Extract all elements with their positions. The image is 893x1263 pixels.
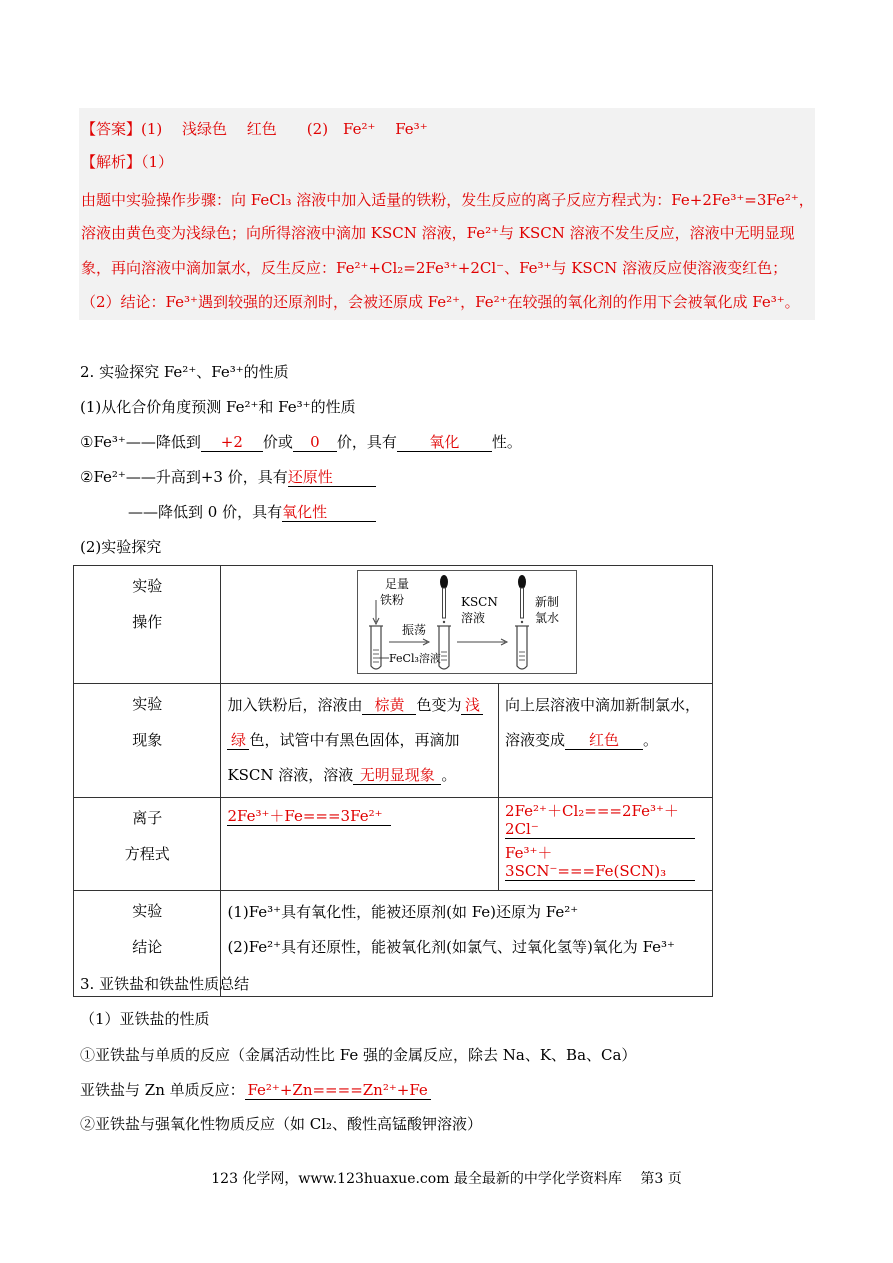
fe2-prefix: ②Fe²⁺——升高到+3 价，具有 — [80, 468, 288, 486]
experiment-table — [73, 565, 713, 997]
zn-blank: Fe²⁺+Zn====Zn²⁺+Fe — [245, 1081, 431, 1100]
analysis-line — [81, 151, 173, 172]
section2-sub1: (1)从化合价角度预测 Fe²⁺和 Fe³⁺的性质 — [80, 398, 356, 416]
blank-light-green-a: 浅 — [461, 696, 483, 715]
label-cl-a: 新制 — [534, 595, 559, 609]
section3-item1: ①亚铁盐与单质的反应（金属活动性比 Fe 强的金属反应，除去 Na、K、Ba、Ca） — [80, 1046, 637, 1064]
label-iron-b: 铁粉 — [379, 593, 404, 607]
fe2-blank-1: 还原性 — [288, 468, 376, 487]
blank-red: 红色 — [565, 731, 643, 750]
fe2-line2-prefix: ——降低到 0 价，具有 — [128, 503, 283, 521]
fe2-blank-2: 氧化性 — [282, 503, 376, 522]
label-kscn-a: KSCN — [460, 595, 498, 609]
section3-title: 3. 亚铁盐和铁盐性质总结 — [80, 975, 250, 993]
row-label-operation: 实验 操作 — [74, 566, 221, 684]
fe3-mid: 价或 — [262, 433, 293, 451]
fe2-line-2 — [128, 502, 376, 522]
analysis-text-4: （2）结论：Fe³⁺遇到较强的还原剂时，会被还原成 Fe²⁺，Fe²⁺在较强的氧化剂的作用下会被氧化成 Fe³⁺。 — [81, 293, 800, 311]
fe3-blank-3: 氧化 — [397, 433, 492, 452]
analysis-text-2: 溶液由黄色变为浅绿色；向所得溶液中滴加 KSCN 溶液，Fe²⁺与 KSCN 溶液不发生反应，溶液中无明显现 — [81, 224, 795, 242]
fe3-line — [80, 432, 522, 452]
row-phenomenon — [74, 684, 713, 798]
row-label-phenomenon: 实验 现象 — [74, 684, 221, 798]
phenomenon-right: 向上层溶液中滴加新制氯水， 溶液变成 红色 。 — [499, 684, 713, 798]
blank-brown-yellow: 棕黄 — [362, 696, 416, 715]
section2-sub2: (2)实验探究 — [80, 538, 162, 556]
section2-title: 2. 实验探究 Fe²⁺、Fe³⁺的性质 — [80, 363, 289, 381]
eq-fe3-fe: 2Fe³⁺＋Fe===3Fe²⁺ — [227, 807, 391, 826]
row-label-equation: 离子 方程式 — [74, 798, 221, 891]
section3-sub1: （1）亚铁盐的性质 — [80, 1010, 210, 1028]
label-kscn-b: 溶液 — [460, 611, 485, 625]
answer-box — [79, 108, 815, 320]
equation-left — [221, 798, 499, 891]
answer-text: (1) 浅绿色 红色 (2) Fe²⁺ Fe³⁺ — [141, 120, 428, 138]
apparatus-diagram — [357, 570, 577, 674]
label-cl-b: 氯水 — [534, 611, 559, 625]
label-fecl3: FeCl₃溶液 — [388, 652, 441, 665]
fe3-mid2: 价，具有 — [336, 433, 397, 451]
fe3-blank-2: 0 — [293, 433, 337, 452]
apparatus-cell — [221, 566, 713, 684]
row-equation — [74, 798, 713, 891]
label-shake: 振荡 — [401, 623, 426, 637]
fe2-line-1 — [80, 467, 376, 487]
analysis-label: 【解析】 — [81, 153, 142, 171]
fe3-prefix: ①Fe³⁺——降低到 — [80, 433, 201, 451]
conclusion-1: (1)Fe³⁺具有氧化性，能被还原剂(如 Fe)还原为 Fe²⁺ — [227, 903, 579, 921]
equation-right — [499, 798, 713, 891]
conclusion-2: (2)Fe²⁺具有还原性，能被氧化剂(如氯气、过氧化氢等)氧化为 Fe³⁺ — [227, 938, 675, 956]
fe3-suffix: 性。 — [491, 433, 522, 451]
section3-item2: ②亚铁盐与强氧化性物质反应（如 Cl₂、酸性高锰酸钾溶液） — [80, 1115, 483, 1133]
row-label-conclusion: 实验 结论 — [74, 891, 221, 997]
fe3-blank-1: +2 — [201, 433, 263, 452]
zn-prefix: 亚铁盐与 Zn 单质反应： — [80, 1081, 245, 1099]
blank-no-change: 无明显现象 — [353, 766, 441, 785]
blank-light-green-b: 绿 — [227, 731, 249, 750]
page-footer: 123 化学网，www.123huaxue.com 最全最新的中学化学资料库 第3 页 — [211, 1171, 682, 1187]
eq-fe3-scn: Fe³⁺＋3SCN⁻===Fe(SCN)₃ — [505, 844, 695, 881]
conclusion-cell — [221, 891, 713, 997]
answer-label: 【答案】 — [81, 120, 142, 138]
phenomenon-left: 加入铁粉后，溶液由 棕黄 色变为 浅 绿 色，试管中有黑色固体，再滴加 KSCN 溶液，溶液 无明显现象 。 — [221, 684, 499, 798]
eq-fe2-cl2: 2Fe²⁺＋Cl₂===2Fe³⁺＋2Cl⁻ — [505, 802, 695, 839]
label-iron-a: 足量 — [384, 577, 409, 591]
row-operation — [74, 566, 713, 684]
answer-line — [81, 118, 428, 139]
analysis-text-3: 象，再向溶液中滴加氯水，反生反应：Fe²⁺+Cl₂=2Fe³⁺+2Cl⁻、Fe³⁺与 KSCN 溶液反应使溶液变红色； — [81, 259, 788, 277]
zn-line — [80, 1080, 431, 1100]
analysis-num: （1） — [141, 153, 174, 171]
analysis-text-1: 由题中实验操作步骤：向 FeCl₃ 溶液中加入适量的铁粉，发生反应的离子反应方程式为：Fe+2Fe³⁺=3Fe²⁺， — [81, 191, 814, 209]
